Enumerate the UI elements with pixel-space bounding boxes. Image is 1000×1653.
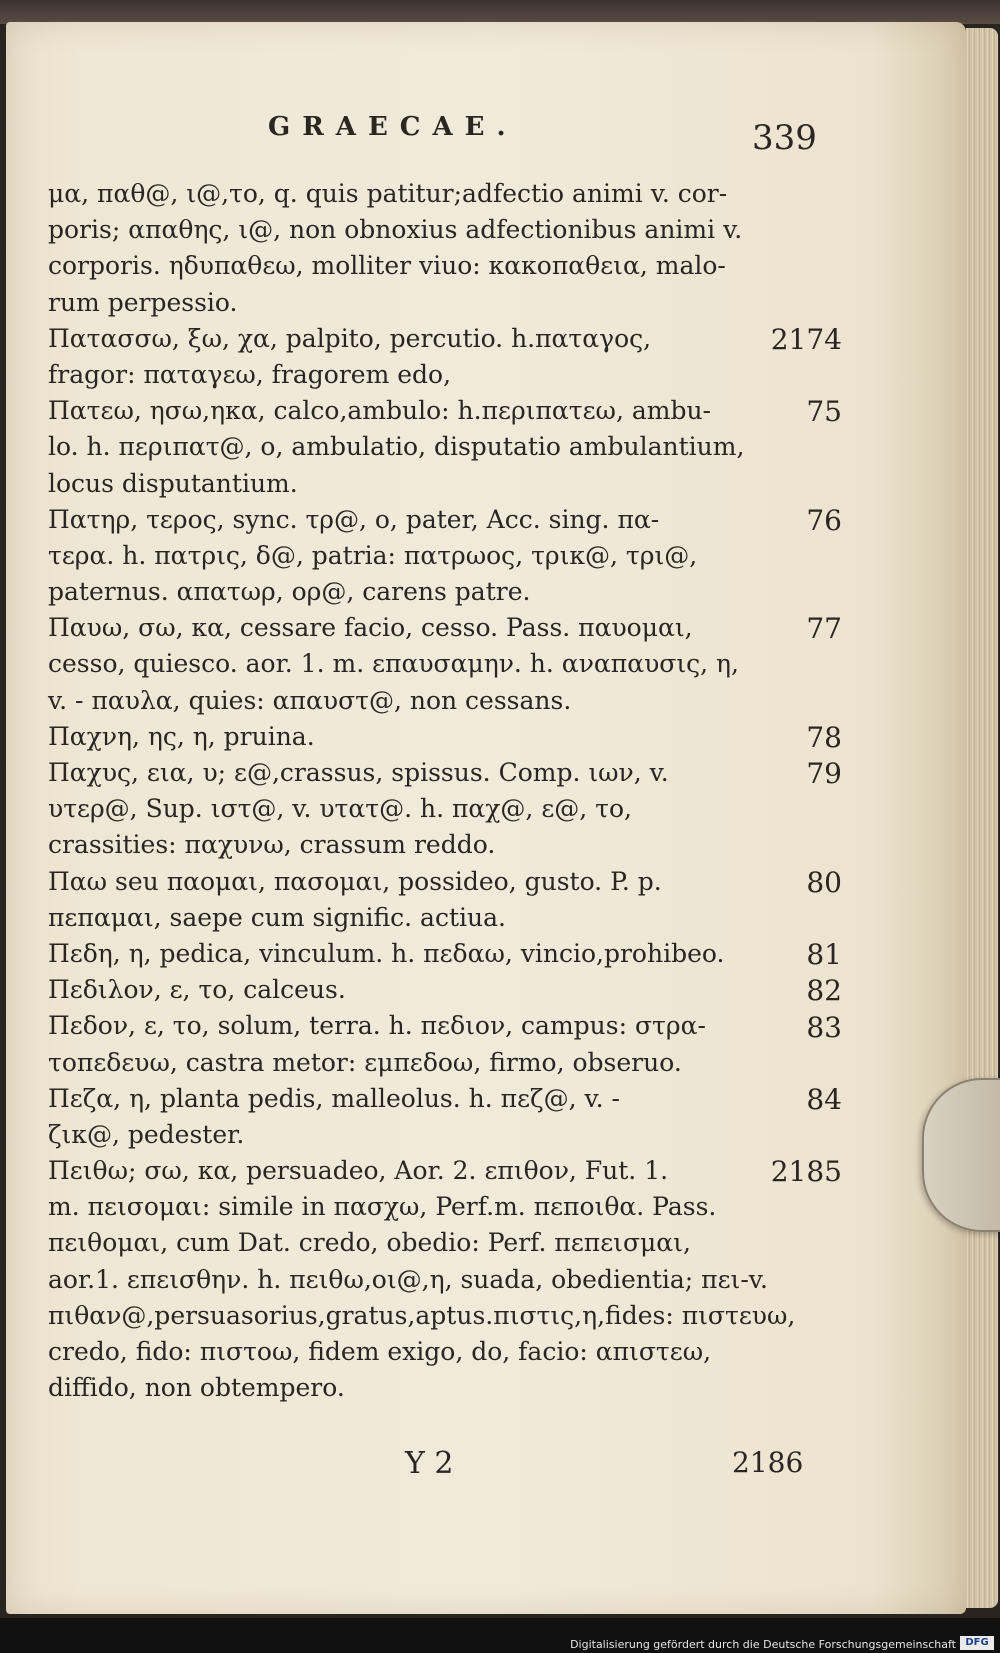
text-line: diffido, non obtempero. <box>48 1373 345 1403</box>
text-line: υτερ@, Sup. ιστ@, v. υτατ@. h. παχ@, ε@, το, <box>48 794 632 824</box>
text-line: m. πεισομαι: simile in πασχω, Perf.m. πεποιθα. Pass. <box>48 1192 717 1222</box>
margin-number: 79 <box>806 757 842 791</box>
text-line: lo. h. περιπατ@, ο, ambulatio, disputatio ambulantium, <box>48 432 745 462</box>
margin-number: 77 <box>806 612 842 646</box>
text-line: crassities: παχυνω, crassum reddo. <box>48 830 496 860</box>
text-line: Παχνη, ης, η, pruina. <box>48 721 315 751</box>
text-line: Πατασσω, ξω, χα, palpito, percutio. h.παταγος, <box>48 323 652 353</box>
signature-mark: Y 2 <box>405 1446 454 1481</box>
text-line: Πατηρ, τερος, sync. τρ@, ο, pater, Acc. sing. πα- <box>48 504 660 534</box>
running-head: GRAECAE. <box>268 112 518 142</box>
text-line: τοπεδευω, castra metor: εμπεδοω, firmo, obseruo. <box>48 1047 682 1077</box>
margin-number: 80 <box>806 865 842 899</box>
text-line: corporis. ηδυπαθεω, molliter viuo: κακοπαθεια, malo- <box>48 251 726 281</box>
text-line: Πεδον, ε, το, solum, terra. h. πεδιον, campus: στρα- <box>48 1011 706 1041</box>
text-line: μα, παθ@, ι@,το, q. quis patitur;adfectio animi v. cor- <box>48 179 728 208</box>
text-line: πειθομαι, cum Dat. credo, obedio: Perf. πεπεισμαι, <box>48 1228 691 1258</box>
dfg-logo: DFG <box>960 1636 994 1650</box>
margin-number: 83 <box>806 1010 842 1044</box>
digitization-credit: Digitalisierung gefördert durch die Deutsche Forschungsgemeinschaft <box>570 1638 956 1651</box>
text-line: cesso, quiesco. aor. 1. m. επαυσαμην. h. αναπαυσις, η, <box>48 649 739 679</box>
text-line: fragor: παταγεω, fragorem edo, <box>48 359 452 389</box>
text-line: rum perpessio. <box>48 287 238 317</box>
text-line: Πεδιλον, ε, το, calceus. <box>48 975 346 1005</box>
text-line: poris; απαθης, ι@, non obnoxius adfectionibus animi v. <box>48 215 743 245</box>
margin-number: 78 <box>806 721 842 754</box>
page-number: 339 <box>752 118 817 158</box>
page-stack-edge <box>966 28 998 1608</box>
text-line: v. - παυλα, quies: απαυστ@, non cessans. <box>48 685 572 715</box>
margin-number: 84 <box>806 1083 842 1116</box>
text-line: πιθαν@,persuasorius,gratus,aptus.πιστις,η,fides: πιστευω, <box>48 1300 796 1330</box>
text-line: Παω seu παομαι, πασομαι, possideo, gusto. P. p. <box>48 866 662 896</box>
text-line: aor.1. επεισθην. h. πειθω,οι@,η, suada, obedientia; πει-v. <box>48 1264 768 1294</box>
margin-number: 75 <box>806 395 842 429</box>
book-clip <box>922 1078 1000 1232</box>
margin-number: 2185 <box>770 1155 842 1189</box>
text-line: πεπαμαι, saepe cum signific. actiua. <box>48 902 506 932</box>
margin-number: 76 <box>806 503 842 537</box>
margin-number: 82 <box>806 974 842 1008</box>
margin-number: 2174 <box>770 322 842 356</box>
text-line: τερα. h. πατρις, δ@, patria: πατρωος, τρικ@, τρι@, <box>48 540 698 570</box>
text-line: Πεδη, η, pedica, vinculum. h. πεδαω, vincio,prohibeo. <box>48 938 725 968</box>
text-line: Πατεω, ησω,ηκα, calco,ambulo: h.περιπατεω, ambu- <box>48 396 712 426</box>
text-line: Πειθω; σω, κα, persuadeo, Aor. 2. επιθον, Fut. 1. <box>48 1156 669 1186</box>
text-line: Παυω, σω, κα, cessare facio, cesso. Pass. παυομαι, <box>48 613 693 643</box>
text-line: Πεζα, η, planta pedis, malleolus. h. πεζ@, v. - <box>48 1083 620 1113</box>
text-line: credo, fido: πιστοω, fidem exigo, do, facio: απιστεω, <box>48 1337 712 1366</box>
text-line: Παχυς, εια, υ; ε@,crassus, spissus. Comp. ιων, v. <box>48 758 669 787</box>
catchword: 2186 <box>732 1446 804 1479</box>
text-block <box>48 176 848 1406</box>
text-line: paternus. απατωρ, ορ@, carens patre. <box>48 577 531 607</box>
book-top-edge <box>0 0 1000 24</box>
text-line: locus disputantium. <box>48 468 298 498</box>
text-line: ζικ@, pedester. <box>48 1119 245 1149</box>
margin-number: 81 <box>806 938 842 972</box>
